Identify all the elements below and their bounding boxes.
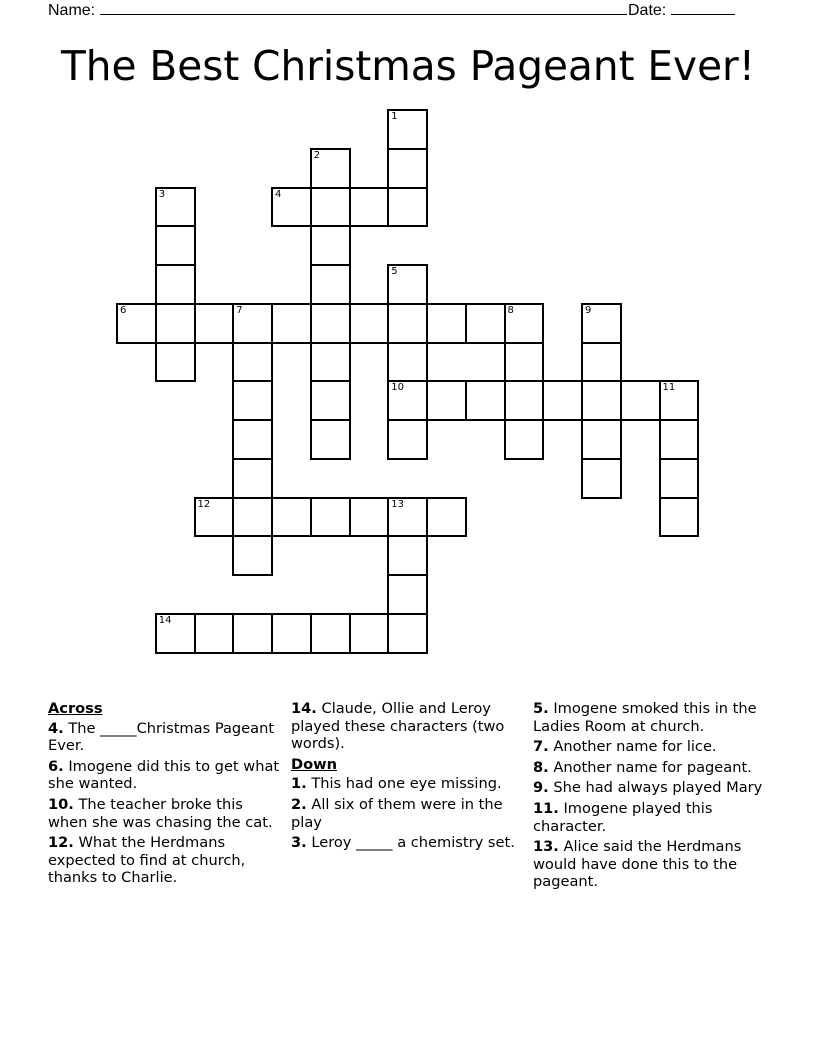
grid-cell[interactable]: [387, 303, 428, 344]
clue-number: 7.: [533, 738, 549, 756]
cell-number: 6: [120, 304, 127, 316]
grid-cell[interactable]: [504, 342, 545, 383]
page-title: The Best Christmas Pageant Ever!: [60, 42, 756, 90]
grid-cell[interactable]: [194, 613, 235, 654]
clue-number: 14.: [291, 700, 317, 717]
date-blank-line[interactable]: [671, 0, 735, 15]
grid-cell[interactable]: [116, 303, 157, 344]
grid-cell[interactable]: [387, 535, 428, 576]
grid-cell[interactable]: [232, 497, 273, 538]
grid-cell[interactable]: [232, 458, 273, 499]
grid-cell[interactable]: [387, 419, 428, 460]
grid-cell[interactable]: [504, 380, 545, 421]
grid-cell[interactable]: [465, 303, 506, 344]
grid-cell[interactable]: [465, 380, 506, 421]
clue-number: 10.: [48, 795, 74, 813]
grid-cell[interactable]: [504, 303, 545, 344]
grid-cell[interactable]: [155, 225, 196, 266]
grid-cell[interactable]: [349, 613, 390, 654]
cell-number: 7: [236, 304, 243, 316]
clue-down-11: [533, 800, 773, 835]
clue-text: Leroy _____ a chemistry set.: [306, 834, 515, 852]
name-label: Name:: [48, 2, 96, 19]
cell-number: 9: [585, 304, 592, 316]
cell-number: 14: [158, 614, 172, 626]
clues-column-1: [48, 700, 280, 890]
grid-cell[interactable]: [271, 303, 312, 344]
clue-number: 4.: [48, 719, 64, 737]
cell-number: 5: [391, 266, 398, 277]
clue-down-9: [533, 779, 773, 797]
grid-cell[interactable]: [310, 613, 351, 654]
clue-across-4: [48, 720, 280, 755]
date-label: Date:: [628, 2, 667, 19]
cell-number: 11: [662, 382, 676, 394]
grid-cell[interactable]: [387, 109, 428, 150]
grid-cell[interactable]: [659, 458, 700, 499]
grid-cell[interactable]: [387, 574, 428, 615]
grid-cell[interactable]: [426, 380, 467, 421]
clue-across-14: [291, 700, 523, 753]
grid-cell[interactable]: [232, 535, 273, 576]
grid-cell[interactable]: [426, 497, 467, 538]
clue-text: Imogene smoked this in the Ladies Room at church.: [533, 700, 757, 735]
grid-cell[interactable]: [310, 419, 351, 460]
grid-cell[interactable]: [194, 303, 235, 344]
name-field: [48, 0, 627, 20]
across-heading: Across: [48, 700, 103, 717]
grid-cell[interactable]: [426, 303, 467, 344]
clue-down-7: [533, 738, 773, 756]
grid-cell[interactable]: [310, 497, 351, 538]
grid-cell[interactable]: [581, 380, 622, 421]
clue-text: Imogene played this character.: [533, 799, 713, 835]
clue-number: 5.: [533, 700, 549, 717]
clue-number: 9.: [533, 779, 549, 797]
grid-cell[interactable]: [581, 419, 622, 460]
grid-cell[interactable]: [659, 380, 700, 421]
grid-cell[interactable]: [659, 497, 700, 538]
clue-down-3: [291, 834, 523, 852]
cell-number: 3: [158, 188, 166, 200]
grid-cell[interactable]: [387, 380, 428, 421]
grid-cell[interactable]: [155, 342, 196, 383]
clue-number: 1.: [291, 775, 307, 793]
clues-column-2: [291, 700, 523, 855]
clue-text: She had always played Mary: [548, 779, 763, 797]
grid-cell[interactable]: [349, 187, 390, 228]
clue-down-8: [533, 759, 773, 777]
grid-cell[interactable]: [232, 342, 273, 383]
grid-cell[interactable]: [387, 497, 428, 538]
clue-text: Another name for pageant.: [548, 758, 752, 776]
clue-number: 3.: [291, 834, 307, 852]
clue-text: All six of them were in the play: [291, 795, 503, 831]
date-field: [628, 0, 735, 20]
clue-number: 6.: [48, 757, 64, 775]
clue-down-13: [533, 838, 773, 891]
clue-number: 11.: [533, 799, 559, 817]
grid-cell[interactable]: [271, 497, 312, 538]
clue-text: Alice said the Herdmans would have done this to the pageant.: [533, 838, 742, 891]
grid-cell[interactable]: [194, 497, 235, 538]
down-heading: Down: [291, 755, 338, 773]
grid-cell[interactable]: [232, 419, 273, 460]
grid-cell[interactable]: [310, 148, 351, 189]
cell-number: 4: [275, 188, 282, 200]
clue-text: Another name for lice.: [548, 738, 717, 756]
grid-cell[interactable]: [542, 380, 583, 421]
cell-number: 1: [391, 111, 398, 122]
grid-cell[interactable]: [581, 342, 622, 383]
grid-cell[interactable]: [387, 148, 428, 189]
grid-cell[interactable]: [310, 187, 351, 228]
clue-text: The _____Christmas Pageant Ever.: [48, 719, 275, 755]
grid-cell[interactable]: [310, 380, 351, 421]
clue-text: Imogene did this to get what she wanted.: [48, 757, 280, 793]
grid-cell[interactable]: [155, 187, 196, 228]
grid-cell[interactable]: [387, 613, 428, 654]
grid-cell[interactable]: [310, 303, 351, 344]
grid-cell[interactable]: [155, 613, 196, 654]
grid-cell[interactable]: [349, 497, 390, 538]
grid-cell[interactable]: [155, 264, 196, 305]
clue-number: 2.: [291, 795, 307, 813]
clue-number: 12.: [48, 834, 74, 852]
cell-number: 8: [507, 304, 514, 316]
clue-across-10: [48, 796, 280, 831]
clue-down-5: [533, 700, 773, 735]
grid-cell[interactable]: [387, 264, 428, 305]
grid-cell[interactable]: [310, 264, 351, 305]
grid-cell[interactable]: [581, 303, 622, 344]
crossword-grid: [117, 110, 699, 653]
grid-cell[interactable]: [620, 380, 661, 421]
clue-across-6: [48, 758, 280, 793]
grid-cell[interactable]: [310, 225, 351, 266]
cell-number: 12: [197, 498, 211, 510]
grid-cell[interactable]: [155, 303, 196, 344]
cell-number: 10: [391, 382, 404, 394]
clue-text: The teacher broke this when she was chasing the cat.: [48, 795, 273, 831]
cell-number: 2: [313, 149, 321, 161]
clue-down-2: [291, 796, 523, 831]
clue-number: 13.: [533, 838, 559, 856]
grid-cell[interactable]: [659, 419, 700, 460]
clue-number: 8.: [533, 758, 549, 776]
name-blank-line[interactable]: [100, 0, 627, 15]
clue-text: What the Herdmans expected to find at church, thanks to Charlie.: [48, 834, 246, 887]
grid-cell[interactable]: [271, 187, 312, 228]
clues-column-3: [533, 700, 773, 894]
clue-across-12: [48, 834, 280, 887]
grid-cell[interactable]: [232, 613, 273, 654]
clue-text: This had one eye missing.: [306, 775, 502, 793]
grid-cell[interactable]: [349, 303, 390, 344]
grid-cell[interactable]: [581, 458, 622, 499]
grid-cell[interactable]: [504, 419, 545, 460]
grid-cell[interactable]: [232, 380, 273, 421]
grid-cell[interactable]: [387, 342, 428, 383]
cell-number: 13: [391, 498, 404, 510]
clue-text: Claude, Ollie and Leroy played these characters (two words).: [291, 700, 505, 753]
grid-cell[interactable]: [310, 342, 351, 383]
clue-down-1: [291, 775, 523, 793]
grid-cell[interactable]: [232, 303, 273, 344]
grid-cell[interactable]: [387, 187, 428, 228]
grid-cell[interactable]: [271, 613, 312, 654]
header: [0, 0, 816, 22]
